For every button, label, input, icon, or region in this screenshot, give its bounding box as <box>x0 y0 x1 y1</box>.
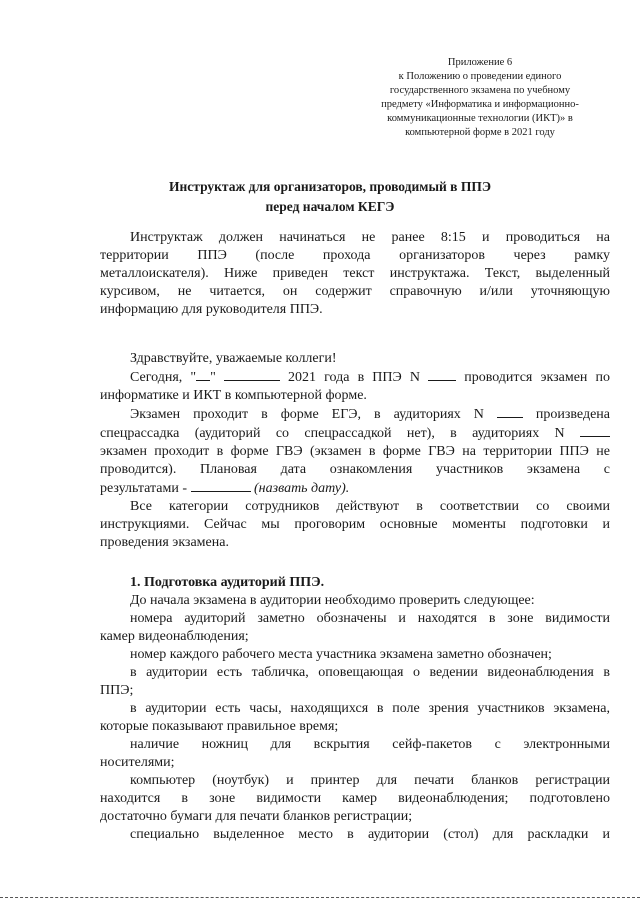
ege-line-2 <box>100 424 610 443</box>
title-line-1: Инструктаж для организаторов, проводимый в ППЭ <box>169 179 491 194</box>
intro-line: информацию для руководителя ППЭ. <box>100 302 323 317</box>
section-1 <box>100 574 610 844</box>
ege-text: произведена <box>522 407 610 422</box>
check-item: наличие ножниц для вскрытия сейф-пакетов с электронными <box>130 737 610 752</box>
results-hint: (назвать дату). <box>250 481 350 496</box>
intro-line: металлоискателя). Ниже приведен текст инструктажа. Текст, выделенный <box>100 266 610 281</box>
intro-line: Инструктаж должен начинаться не ранее 8:15 и проводиться на <box>130 230 610 245</box>
categories-line: Все категории сотрудников действуют в соответствии со своими <box>130 499 610 514</box>
check-item: находится в зоне видимости камер видеонаблюдения; подготовлено <box>100 791 610 806</box>
appendix-line: коммуникационные технологии (ИКТ)» в <box>387 113 573 124</box>
gve-line: проводится). Плановая дата ознакомления участников экзамена с <box>100 462 610 477</box>
results-date-blank <box>191 479 251 492</box>
title-line-2: перед началом КЕГЭ <box>265 199 395 214</box>
ege-text: спецрассадка (аудиторий со спецрассадкой нет), в аудиториях N <box>100 426 580 441</box>
categories-line: проведения экзамена. <box>100 535 229 550</box>
date-line-2: информатике и ИКТ в компьютерной форме. <box>100 388 367 403</box>
results-text: результатами - <box>100 481 191 496</box>
check-item: в аудитории есть часы, находящихся в поле зрения участников экзамена, <box>130 701 610 716</box>
intro-line: курсивом, не читается, он содержит справочную и/или уточняющую <box>100 284 610 299</box>
speech-section <box>100 350 610 552</box>
month-blank <box>224 368 280 381</box>
day-blank <box>196 368 210 381</box>
check-item: которые показывают правильное время; <box>100 719 339 734</box>
appendix-line: компьютерной форме в 2021 году <box>405 127 555 138</box>
check-item: носителями; <box>100 755 175 770</box>
check-item: номер каждого рабочего места участника экзамена заметно обозначен; <box>130 647 552 662</box>
check-item: в аудитории есть табличка, оповещающая о ведении видеонаблюдения в <box>130 665 610 680</box>
date-text: проводится экзамен по <box>456 370 611 385</box>
ege-text: Экзамен проходит в форме ЕГЭ, в аудиториях N <box>130 407 497 422</box>
check-item: номера аудиторий заметно обозначены и находятся в зоне видимости <box>130 611 610 626</box>
gve-auditorium-blank <box>580 424 610 437</box>
check-item: камер видеонаблюдения; <box>100 629 249 644</box>
appendix-line: предмету «Информатика и информационно- <box>381 99 579 110</box>
greeting: Здравствуйте, уважаемые коллеги! <box>130 351 337 366</box>
date-text: 2021 года в ППЭ N <box>279 370 429 385</box>
results-line <box>100 479 610 498</box>
page-bottom-border <box>0 897 640 898</box>
check-item: ППЭ; <box>100 683 134 698</box>
date-line <box>100 368 610 387</box>
section-lead: До начала экзамена в аудитории необходимо проверить следующее: <box>130 593 535 608</box>
intro-line: территории ППЭ (после прохода организаторов через рамку <box>100 248 610 263</box>
appendix-line: государственного экзамена по учебному <box>389 85 571 96</box>
intro-paragraph <box>100 229 610 319</box>
auditorium-blank <box>497 405 523 418</box>
section-heading: 1. Подготовка аудиторий ППЭ. <box>130 575 325 590</box>
document-title <box>95 177 565 217</box>
appendix-note <box>345 56 615 140</box>
check-item: специально выделенное место в аудитории (стол) для раскладки и <box>130 827 610 842</box>
ege-line <box>100 405 610 424</box>
categories-line: инструкциями. Сейчас мы проговорим основные моменты подготовки и <box>100 517 610 532</box>
date-text: Сегодня, " <box>130 370 197 385</box>
appendix-line: к Положению о проведении единого <box>398 71 562 82</box>
check-item: компьютер (ноутбук) и принтер для печати бланков регистрации <box>130 773 610 788</box>
date-text: " <box>210 370 224 385</box>
gve-line: экзамен проходит в форме ГВЭ (экзамен в форме ГВЭ на территории ППЭ не <box>100 444 610 459</box>
ppe-number-blank <box>428 368 456 381</box>
check-item: достаточно бумаги для печати бланков регистрации; <box>100 809 413 824</box>
appendix-line: Приложение 6 <box>447 57 513 68</box>
